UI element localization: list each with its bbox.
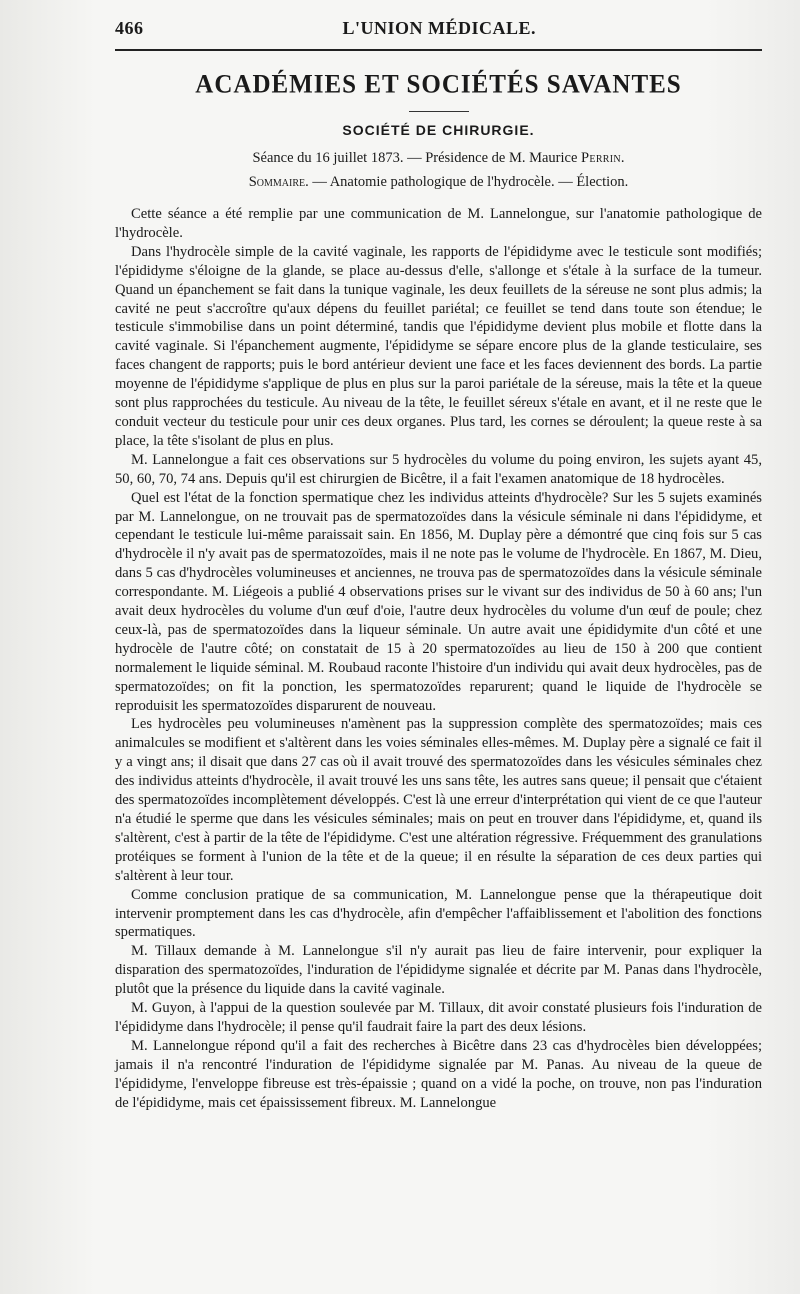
paragraph: Comme conclusion pratique de sa communication, M. Lannelongue pense que la thérapeutique doit intervenir promptement dans les cas d'hydrocèle, afin d'empêcher l'affaiblissement et l'abolition des fonctions spermatiques. [115,886,762,941]
president-name: Perrin [581,150,621,166]
session-line [115,150,762,167]
society-title: SOCIÉTÉ DE CHIRURGIE. [342,122,535,138]
running-head [115,18,762,43]
paragraph: Quel est l'état de la fonction spermatique chez les individus atteints d'hydrocèle? Sur les 5 sujets examinés par M. Lannelongue, on ne trouvait pas de spermatozoïdes dans la vésicule séminale ni dans l'épididyme, et cependant le testicule lui-même paraissait sain. En 1856, M. Duplay père a démontré que cinq fois sur 5 cas d'hydrocèle il n'y avait pas de spermatozoïdes, mais il ne note pas le volume de l'hydrocèle. En 1867, M. Dieu, dans 5 cas d'hydrocèles volumineuses et anciennes, ne trouva pas de spermatozoïdes dans la vésicule séminale correspondante. M. Liégeois a publié 4 observations prises sur le vivant sur des individus de 50 à 60 ans; l'un avait deux hydrocèles du volume d'un œuf d'oie, l'autre deux hydrocèles du volume d'un œuf de poule; chez ceux-là, pas de spermatozoïdes dans la liqueur séminale. Un autre avait une épididymite d'un côté et une hydrocèle de l'autre côté; on constatait de 15 à 20 spermatozoïdes au lieu de 150 à 200 que contient normalement le liquide séminal. M. Roubaud raconte l'histoire d'un individu qui avait deux hydrocèles, pas de spermatozoïdes; on fit la ponction, les spermatozoïdes reparurent; quand le liquide de l'hydrocèle se reproduisit les spermatozoïdes disparurent de nouveau. [115,489,762,714]
summary-line [115,174,762,191]
summary-text: — Anatomie pathologique de l'hydrocèle. — Élection. [308,174,629,190]
paragraph: M. Tillaux demande à M. Lannelongue s'il n'y aurait pas lieu de faire intervenir, pour expliquer la disparation des spermatozoïdes, l'induration de l'épididyme signalée et décrite par M. Panas dans l'hydrocèle, plutôt que la présence du liquide dans la cavité vaginale. [115,943,762,998]
session-prefix: Séance du 16 juillet 1873. — Présidence de M. Maurice [252,150,582,166]
paragraph: Dans l'hydrocèle simple de la cavité vaginale, les rapports de l'épididyme avec le testicule sont modifiés; l'épididyme s'éloigne de la glande, se place au-dessus d'elle, s'allonge et s'étale à la surface de la tumeur. Quand un épanchement se fait dans la tunique vaginale, les deux feuillets de la séreuse ne sont plus admis; la cavité ne peut s'accroître qu'aux dépens du feuillet pariétal; ce feuillet se tend dans toute son étendue; le testicule s'immobilise dans un point déterminé, tandis que l'épididyme devient plus mobile et flotte dans la cavité vaginale. Si l'épanchement augmente, l'épididyme se sépare encore plus de la glande testiculaire, ses faces changent de rapports; puis le bord antérieur devient une face et les faces deviennent des bords. La partie moyenne de l'épididyme s'applique de plus en plus sur la paroi pariétale de la séreuse, mais la tête et la queue sont plus rapprochées du testicule. Au niveau de la tête, le feuillet séreux s'étale en avant, et il ne reste que le conduit vecteur du testicule pour unir ces deux organes. Plus tard, les cornes se déroulent; la queue reste à sa place, la tête s'isolant de plus en plus. [115,243,762,449]
paragraph: M. Lannelongue a fait ces observations sur 5 hydrocèles du volume du poing environ, les sujets ayant 45, 50, 60, 70, 74 ans. Depuis qu'il est chirurgien de Bicêtre, il a fait l'examen anatomique de 18 hydrocèles. [115,451,762,487]
article-body [115,205,762,1113]
summary-label: Sommaire. [248,174,309,190]
running-title: L'UNION MÉDICALE. [342,18,536,38]
section-title: ACADÉMIES ET SOCIÉTÉS SAVANTES [195,70,682,99]
paragraph: M. Guyon, à l'appui de la question soulevée par M. Tillaux, dit avoir constaté plusieurs fois l'induration de l'épididyme dans l'hydrocèle; il pense qu'il faudrait faire la part des deux lésions. [115,1000,762,1035]
section-divider [409,111,469,112]
page-number: 466 [115,18,144,38]
paragraph: Cette séance a été remplie par une communication de M. Lannelongue, sur l'anatomie pathologique de l'hydrocèle. [115,206,762,241]
paragraph: M. Lannelongue répond qu'il a fait des recherches à Bicêtre dans 23 cas d'hydrocèles bien développées; jamais il n'a rencontré l'induration de l'épididyme signalée par M. Panas. Au niveau de la queue de l'épididyme, l'enveloppe fibreuse est très-épaissie ; quand on a vidé la poche, on trouve, non pas l'induration de l'épididyme, mais cet épaississement fibreux. M. Lannelongue [115,1037,762,1111]
session-suffix: . [620,150,625,166]
paragraph: Les hydrocèles peu volumineuses n'amènent pas la suppression complète des spermatozoïdes; mais ces animalcules se modifient et s'altèrent dans les voies séminales elles-mêmes. M. Duplay père a signalé ce fait il y a vingt ans; il disait que dans 27 cas où il avait trouvé des spermatozoïdes dans les vésicules séminales chez des individus atteints d'hydrocèle, il avait trouvé les uns sans tête, les autres sans queue; il pensait que c'étaient des spermatozoïdes incomplètement développés. C'est là une erreur d'interprétation qui vient de ce que l'auteur n'a étudié le sperme que dans les vésicules séminales; mais on peut en trouver dans l'épididyme, et, quand ils s'altèrent, c'est à partir de la tête de l'épididyme. C'est une altération régressive. Fréquemment des granulations protéiques se forment à l'union de la tête et de la queue; il en résulte la séparation de ces deux parties qui s'altèrent à leur tour. [115,716,762,884]
header-rule [115,49,762,51]
